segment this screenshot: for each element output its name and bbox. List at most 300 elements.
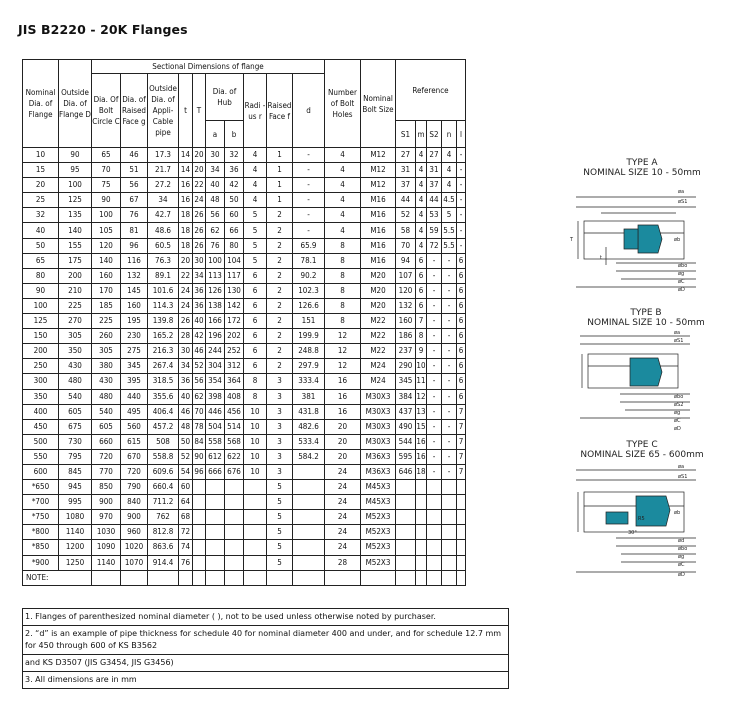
table-row [23, 253, 466, 268]
table-row [23, 389, 466, 404]
table-cell: 660.4 [148, 480, 179, 495]
table-cell [206, 480, 225, 495]
table-cell: 318.5 [148, 374, 179, 389]
table-cell: 65.9 [293, 238, 325, 253]
table-cell: 2 [267, 253, 293, 268]
table-cell: 60 [179, 480, 193, 495]
table-cell: 5 [267, 495, 293, 510]
table-cell: 605 [92, 419, 121, 434]
table-cell: 4 [442, 148, 457, 163]
header-m: m [416, 121, 427, 148]
note-label: NOTE: [23, 570, 92, 585]
table-cell: 10 [244, 464, 267, 479]
table-cell: 660 [92, 434, 121, 449]
table-cell: 720 [121, 464, 148, 479]
table-cell: 8 [244, 374, 267, 389]
table-cell: 27 [396, 148, 416, 163]
table-cell: 237 [396, 344, 416, 359]
table-cell: - [442, 329, 457, 344]
table-cell: 22 [193, 178, 206, 193]
svg-text:øS1: øS1 [678, 474, 688, 480]
table-cell: 252 [225, 344, 244, 359]
table-cell: 117 [225, 268, 244, 283]
table-cell: 100 [23, 298, 59, 313]
table-cell: 558.8 [148, 449, 179, 464]
table-cell: 1 [267, 193, 293, 208]
table-cell: 56 [206, 208, 225, 223]
table-cell: 762 [148, 510, 179, 525]
table-cell: - [442, 359, 457, 374]
table-cell: 27.2 [148, 178, 179, 193]
table-cell: 60.5 [148, 238, 179, 253]
empty-cell [416, 570, 427, 585]
table-cell: 26 [179, 314, 193, 329]
table-row [23, 329, 466, 344]
table-cell: 6 [244, 359, 267, 374]
table-cell: 135 [59, 208, 92, 223]
table-cell: 36 [225, 163, 244, 178]
table-row [23, 404, 466, 419]
table-cell: 62 [193, 389, 206, 404]
table-cell: 2 [267, 344, 293, 359]
table-cell: 34 [148, 193, 179, 208]
table-cell: - [427, 268, 442, 283]
table-cell: 26 [193, 223, 206, 238]
table-cell: 622 [225, 449, 244, 464]
table-cell [293, 540, 325, 555]
table-cell: 5 [267, 510, 293, 525]
table-cell: 24 [193, 193, 206, 208]
table-cell: 90 [92, 193, 121, 208]
table-cell: 6 [416, 298, 427, 313]
table-cell: 3 [267, 434, 293, 449]
table-cell: 16 [179, 193, 193, 208]
table-row [23, 163, 466, 178]
table-cell: 120 [92, 238, 121, 253]
table-cell: 514 [225, 419, 244, 434]
table-cell: - [427, 329, 442, 344]
table-cell: 84 [193, 434, 206, 449]
table-cell: M20 [361, 298, 396, 313]
table-cell: 16 [416, 449, 427, 464]
table-cell: 50 [225, 193, 244, 208]
table-cell: 102.3 [293, 283, 325, 298]
table-cell: 52 [193, 359, 206, 374]
table-cell: 3 [267, 449, 293, 464]
table-cell: 125 [59, 193, 92, 208]
svg-text:øD: øD [678, 572, 685, 578]
table-cell: 2 [267, 359, 293, 374]
header-outside-pipe: Outside Dia. of Appli-Cable pipe [148, 74, 179, 148]
table-cell: 25 [23, 193, 59, 208]
table-cell [293, 480, 325, 495]
table-cell: 36 [193, 298, 206, 313]
table-cell: 132 [396, 298, 416, 313]
table-cell: 113 [206, 268, 225, 283]
type-b-title [566, 308, 726, 328]
table-cell: *800 [23, 525, 59, 540]
table-cell: M16 [361, 223, 396, 238]
table-cell [244, 555, 267, 570]
table-cell [225, 480, 244, 495]
table-cell: 5 [267, 540, 293, 555]
table-cell: 40 [193, 314, 206, 329]
table-cell: 945 [59, 480, 92, 495]
empty-cell [148, 570, 179, 585]
table-cell: 400 [23, 404, 59, 419]
table-cell: 270 [59, 314, 92, 329]
table-cell: M16 [361, 208, 396, 223]
table-cell: 48.6 [148, 223, 179, 238]
table-cell: 24 [325, 480, 361, 495]
table-cell: 18 [179, 208, 193, 223]
table-cell: - [442, 419, 457, 434]
table-cell: 94 [396, 253, 416, 268]
empty-cell [293, 570, 325, 585]
table-cell: 914.4 [148, 555, 179, 570]
table-cell: 4 [442, 163, 457, 178]
table-row [23, 374, 466, 389]
table-cell [193, 525, 206, 540]
table-cell: 6 [416, 283, 427, 298]
table-cell: 6 [457, 359, 466, 374]
table-cell: 244 [206, 344, 225, 359]
table-cell: 3 [267, 464, 293, 479]
type-b-size-label: NOMINAL SIZE 10 - 50mm [587, 318, 705, 328]
table-row [23, 540, 466, 555]
table-cell: 20 [193, 163, 206, 178]
table-cell: 3 [267, 404, 293, 419]
table-cell: 770 [92, 464, 121, 479]
table-cell: 202 [225, 329, 244, 344]
table-cell: *900 [23, 555, 59, 570]
table-cell: M45X3 [361, 495, 396, 510]
table-cell: 20 [193, 148, 206, 163]
table-row [23, 495, 466, 510]
table-row [23, 208, 466, 223]
table-cell: 80 [225, 238, 244, 253]
table-cell: 225 [59, 298, 92, 313]
table-cell: 1140 [59, 525, 92, 540]
table-cell: 495 [121, 404, 148, 419]
table-cell [427, 495, 442, 510]
table-row [23, 359, 466, 374]
table-cell: 165.2 [148, 329, 179, 344]
table-cell: - [293, 223, 325, 238]
table-cell: 139.8 [148, 314, 179, 329]
table-cell: 305 [92, 344, 121, 359]
table-cell: - [427, 344, 442, 359]
table-cell: 24 [325, 495, 361, 510]
table-cell: 66 [225, 223, 244, 238]
table-row [23, 480, 466, 495]
table-cell: M22 [361, 344, 396, 359]
svg-text:øS1: øS1 [678, 199, 688, 205]
table-cell: M24 [361, 374, 396, 389]
table-cell: 711.2 [148, 495, 179, 510]
table-cell [293, 555, 325, 570]
table-cell: 59 [427, 223, 442, 238]
table-cell [416, 480, 427, 495]
table-cell: 812.8 [148, 525, 179, 540]
svg-text:øa: øa [678, 189, 685, 195]
table-cell: 970 [92, 510, 121, 525]
table-cell: - [427, 434, 442, 449]
table-cell [457, 480, 466, 495]
header-hub-b: b [225, 121, 244, 148]
table-cell: 90 [193, 449, 206, 464]
table-cell: 350 [23, 389, 59, 404]
table-cell: 13 [416, 404, 427, 419]
table-cell: 364 [225, 374, 244, 389]
table-cell: 6 [457, 329, 466, 344]
table-cell: 56 [193, 374, 206, 389]
table-cell [442, 525, 457, 540]
table-cell: 95 [59, 163, 92, 178]
table-cell: 17.3 [148, 148, 179, 163]
empty-cell [121, 570, 148, 585]
table-cell: 7 [457, 464, 466, 479]
table-cell: M45X3 [361, 480, 396, 495]
table-cell: 8 [325, 314, 361, 329]
table-cell: 6 [244, 283, 267, 298]
table-cell: 175 [59, 253, 92, 268]
header-l: l [457, 121, 466, 148]
table-row [23, 344, 466, 359]
table-cell: M52X3 [361, 510, 396, 525]
table-cell: 6 [244, 329, 267, 344]
svg-text:øD: øD [674, 426, 681, 432]
svg-text:øbo: øbo [674, 394, 684, 400]
table-cell: 5.5 [442, 223, 457, 238]
table-cell: 76 [206, 238, 225, 253]
table-cell: 90.2 [293, 268, 325, 283]
table-cell: - [442, 464, 457, 479]
table-cell [206, 540, 225, 555]
empty-cell [442, 570, 457, 585]
table-cell: 5 [244, 253, 267, 268]
type-a-label: TYPE A [626, 158, 658, 168]
table-cell: 2 [267, 314, 293, 329]
svg-text:øC: øC [678, 279, 685, 285]
table-row [23, 268, 466, 283]
table-cell: 1 [267, 163, 293, 178]
table-cell [206, 510, 225, 525]
table-cell: 67 [121, 193, 148, 208]
table-cell: M22 [361, 329, 396, 344]
table-cell: 250 [23, 359, 59, 374]
table-cell [225, 495, 244, 510]
table-cell: 248.8 [293, 344, 325, 359]
table-cell [193, 555, 206, 570]
table-cell: - [427, 419, 442, 434]
table-cell: 65 [92, 148, 121, 163]
note-3: 3. All dimensions are in mm [23, 672, 509, 689]
empty-cell [325, 570, 361, 585]
table-cell: 350 [59, 344, 92, 359]
table-cell: - [457, 208, 466, 223]
table-cell: 31 [396, 163, 416, 178]
table-cell: - [442, 434, 457, 449]
table-cell [193, 510, 206, 525]
table-cell [244, 525, 267, 540]
table-cell: 730 [59, 434, 92, 449]
table-cell: 116 [121, 253, 148, 268]
table-cell: 4 [325, 208, 361, 223]
table-cell: 185 [92, 298, 121, 313]
table-cell: *650 [23, 480, 59, 495]
table-cell: - [442, 314, 457, 329]
table-cell: 80 [23, 268, 59, 283]
table-cell: 605 [59, 404, 92, 419]
table-cell: 398 [206, 389, 225, 404]
table-row [23, 434, 466, 449]
table-cell: M20 [361, 268, 396, 283]
table-cell [427, 480, 442, 495]
table-cell: 20 [325, 434, 361, 449]
svg-text:øD: øD [678, 287, 685, 293]
table-cell: 12 [325, 329, 361, 344]
note-2: 2. “d” is an example of pipe thickness for schedule 40 for nominal diameter 400 and under, and for schedule 12.7 mm for 450 through 600 of KS B3562 [23, 626, 509, 655]
table-cell: 12 [416, 389, 427, 404]
table-cell: 195 [121, 314, 148, 329]
table-cell: 145 [121, 283, 148, 298]
table-cell: - [293, 193, 325, 208]
table-cell: 4 [416, 223, 427, 238]
header-bolt-circle: Dia. Of Bolt Circle C [92, 74, 121, 148]
table-cell: 51 [121, 163, 148, 178]
table-cell: 5 [267, 555, 293, 570]
table-cell: 406.4 [148, 404, 179, 419]
table-cell: 6 [457, 389, 466, 404]
table-cell: M24 [361, 359, 396, 374]
table-cell: 600 [23, 464, 59, 479]
flange-dimensions-table [22, 59, 466, 586]
note-2-cont: and KS D3507 (JIS G3454, JIS G3456) [23, 655, 509, 672]
header-outside-dia: Outside Dia. of Flange D [59, 60, 92, 148]
table-cell [442, 495, 457, 510]
table-cell: 24 [325, 525, 361, 540]
table-cell: 24 [325, 510, 361, 525]
table-cell: 584.2 [293, 449, 325, 464]
table-cell: 34 [179, 359, 193, 374]
table-cell [396, 480, 416, 495]
table-cell: 172 [225, 314, 244, 329]
table-cell: 11 [416, 374, 427, 389]
empty-cell [179, 570, 193, 585]
svg-text:R5: R5 [638, 516, 645, 522]
table-cell: 10 [416, 359, 427, 374]
table-cell: 24 [325, 540, 361, 555]
table-cell: 32 [23, 208, 59, 223]
table-cell: 100 [206, 253, 225, 268]
table-cell: - [427, 314, 442, 329]
table-cell: 6 [457, 268, 466, 283]
table-cell: 7 [457, 419, 466, 434]
table-cell: M30X3 [361, 389, 396, 404]
table-cell: 7 [457, 449, 466, 464]
table-cell: - [457, 238, 466, 253]
table-cell: 18 [179, 238, 193, 253]
table-cell: 4 [416, 178, 427, 193]
table-cell: 305 [59, 329, 92, 344]
table-cell: 8 [325, 283, 361, 298]
table-cell: 267.4 [148, 359, 179, 374]
table-cell: 333.4 [293, 374, 325, 389]
table-row [23, 419, 466, 434]
empty-cell [193, 570, 206, 585]
table-cell: 5 [267, 525, 293, 540]
table-cell: 6 [244, 298, 267, 313]
table-cell: 155 [59, 238, 92, 253]
table-cell: 58 [396, 223, 416, 238]
table-cell: 16 [416, 434, 427, 449]
table-cell: 31 [427, 163, 442, 178]
table-cell: 24 [325, 464, 361, 479]
table-cell: 30 [206, 148, 225, 163]
table-cell: M16 [361, 238, 396, 253]
table-cell: 457.2 [148, 419, 179, 434]
table-cell: M36X3 [361, 464, 396, 479]
table-cell [225, 555, 244, 570]
table-cell: - [442, 449, 457, 464]
table-cell: 46 [193, 344, 206, 359]
table-cell: 46 [179, 404, 193, 419]
table-cell: 6 [457, 314, 466, 329]
table-cell: 230 [121, 329, 148, 344]
table-cell: 105 [92, 223, 121, 238]
table-cell: 7 [457, 434, 466, 449]
table-cell: 10 [244, 404, 267, 419]
svg-text:øb: øb [674, 510, 681, 516]
table-cell: 6 [244, 314, 267, 329]
table-cell: 68 [179, 510, 193, 525]
table-cell: 14 [179, 163, 193, 178]
table-cell [293, 464, 325, 479]
table-cell: M52X3 [361, 540, 396, 555]
table-row [23, 283, 466, 298]
table-cell: 6 [244, 344, 267, 359]
table-cell: 345 [121, 359, 148, 374]
table-cell: M16 [361, 193, 396, 208]
table-cell: 199.9 [293, 329, 325, 344]
table-cell [225, 540, 244, 555]
table-cell: - [457, 193, 466, 208]
table-cell: - [442, 253, 457, 268]
table-cell: 216.3 [148, 344, 179, 359]
table-cell: 200 [59, 268, 92, 283]
table-cell: 76 [179, 555, 193, 570]
table-cell: 1030 [92, 525, 121, 540]
table-cell: 670 [121, 449, 148, 464]
svg-text:t: t [600, 255, 602, 261]
table-cell: M30X3 [361, 404, 396, 419]
table-cell: 36 [193, 283, 206, 298]
table-cell: 42 [225, 178, 244, 193]
table-cell: 160 [121, 298, 148, 313]
header-radius: Radi -us r [244, 74, 267, 148]
table-cell: *850 [23, 540, 59, 555]
note-1: 1. Flanges of parenthesized nominal diameter ( ), not to be used unless otherwise noted by purchaser. [23, 609, 509, 626]
table-cell: 5 [267, 480, 293, 495]
table-cell: 2 [267, 283, 293, 298]
table-cell: M12 [361, 178, 396, 193]
table-cell: 6 [244, 268, 267, 283]
table-cell: 1250 [59, 555, 92, 570]
table-cell: 210 [59, 283, 92, 298]
table-cell: *700 [23, 495, 59, 510]
table-cell [416, 555, 427, 570]
